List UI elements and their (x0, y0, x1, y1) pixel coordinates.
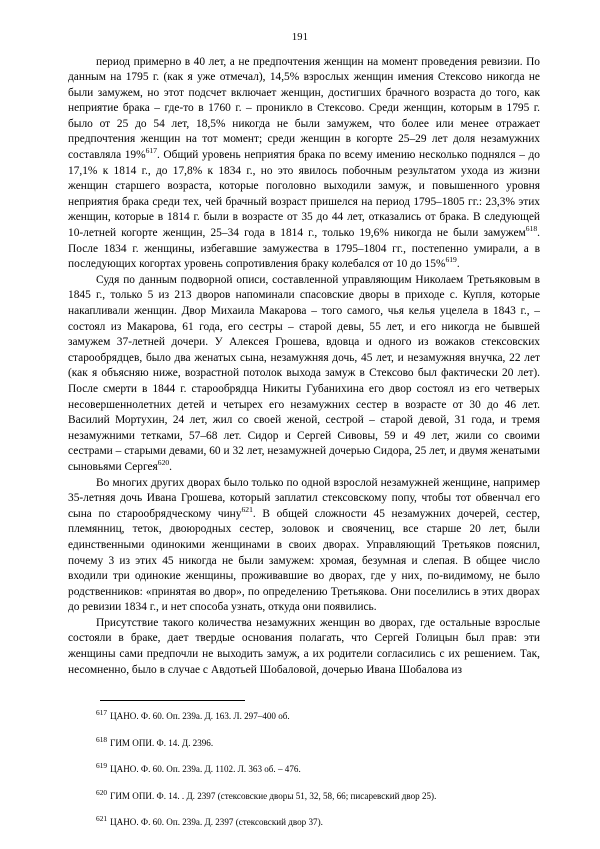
footnote-ref-617[interactable]: 617 (145, 146, 157, 156)
body-text-block (0, 55, 600, 679)
footnote-620 (96, 787, 540, 802)
para-1: период примерно в 40 лет, а не предпочтения женщин на момент проведения ревизии. По данным на 1795 г. (как я уже отмечал), 14,5% взрослых женщин имения Стексово никогда не были замужем, но этот подсчет включает женщин, достигших брачного возраста до того, как неприятие брака – где-то в 1760 г. – проникло в Стексово. Среди женщин, которым в 1795 г. было от 25 до 54 лет, 18,5% никогда не были замужем, что более или менее отражает предпочтения женщин на тот момент; среди женщин в когорте 25–29 лет доля незамужних составляла 19%$^{617}$. Общий уровень неприятия брака по всему имению несколько поднялся – до 17,1% к 1814 г., до 17,8% к 1834 г., но это явилось побочным результатом ухода из жизни женщин старшего возраста, которые поголовно выходили замуж, и повышенного уровня неприятия брака среди тех, чей брачный возраст пришелся на период 1795–1805 гг.: 23,3% этих женщин, которые в 1814 г. были в возрасте от 35 до 44 лет, отказались от брака. В следующей 10-летней когорте женщин, 25–34 года в 1814 г., только 19,6% никогда не были замужем$^{618}$. После 1834 г. женщины, избегавшие замужества в 1795–1804 гг., постепенно умирали, а в последующих когортах уровень сопротивления браку колебался от 10 до 15%$^{619}$. (68, 55, 540, 271)
footnote-text-619: ЦАНО. Ф. 60. Оп. 239а. Д. 1102. Л. 363 об. – 476. (110, 764, 301, 775)
footnote-number-620: 620 (96, 787, 108, 797)
para-2: Судя по данным подворной описи, составленной управляющим Николаем Третьяковым в 1845 г., только 5 из 213 дворов напоминали спасовские дворы в приходе с. Купля, которые накапливали женщин. Двор Михаила Макарова – того самого, чья келья уцелела в 1843 г., – состоял из Макарова, 61 года, его сестры – старой девы, 55 лет, и его никогда не бывшей замужем 37-летней дочери. У Алексея Грошева, вдовца и одного из вожаков стексовских старообрядцев, было два женатых сына, незамужняя дочь, 45 лет, и незамужняя внучка, 22 лет (как я объясняю ниже, возрастной потолок выхода замуж в Стексово был фактически 20 лет). После смерти в 1844 г. старообрядца Никиты Губанихина его двор состоял из его четверых несовершеннолетних детей и четырех его незамужних сестер в возрасте от 30 до 46 лет. Василий Мортухин, 24 лет, жил со своей женой, сестрой – старой девой, 31 года, и тремя незамужними тетками, 57–68 лет. Сидор и Сергей Сивовы, 59 и 49 лет, жили со своими сестрами – старыми девами, 60 и 32 лет, незамужней дочерью Сидора, 25 лет, и двумя женатыми сыновьями Сергея$^{620}$. (68, 273, 540, 473)
footnote-ref-618[interactable]: 618 (525, 224, 538, 234)
page-number: 191 (291, 32, 309, 43)
footnote-ref-619[interactable]: 619 (445, 255, 457, 265)
para-3: Во многих других дворах было только по одной взрослой незамужней женщине, например 35-летняя дочь Ивана Грошева, который заплатил стексовскому попу, чтобы тот обвенчал его сына по старообрядческому чину$^{621}$. В общей сложности 45 незамужних дочерей, сестер, племянниц, теток, двоюродных сестер, золовок и своячениц, все старше 20 лет, были единственными одинокими женщинами в своих дворах. Управляющий Третьяков пояснил, почему 3 из этих 45 никогда не были замужем: хромая, безумная и слепая. В общее число входили три одинокие женщины, проживавшие во дворах, где у них, по-видимому, не было родственников: «принятая во двор», по определению Третьякова. Они поселились в этих дворах до ревизии 1834 г., и нет способа узнать, откуда они появились. (68, 476, 540, 614)
footnote-618 (96, 734, 540, 749)
footnote-separator-rule (100, 700, 245, 701)
footnote-621 (96, 816, 540, 828)
footnote-ref-620[interactable]: 620 (157, 458, 170, 468)
para-4: Присутствие такого количества незамужних женщин во дворах, где остальные взрослые состояли в браке, дает твердые основания полагать, что Сергей Голицын был прав: эти женщины сами предпочли не выходить замуж, а их родители согласились с их решением. Так, несомненно, было в случае с Авдотьей Шобаловой, дочерью Ивана Шобалова из (68, 616, 540, 676)
footnote-number-617: 617 (96, 708, 108, 718)
footnote-number-619: 619 (96, 761, 108, 771)
footnote-number-618: 618 (96, 734, 108, 744)
footnote-619 (96, 763, 540, 775)
footnotes-section (0, 710, 600, 828)
footnote-text-621: ЦАНО. Ф. 60. Оп. 239а. Д. 2397 (стексовский двор 37). (110, 817, 323, 828)
footnote-number-621: 621 (96, 814, 108, 824)
footnote-text-618: ГИМ ОПИ. Ф. 14. Д. 2396. (110, 737, 214, 748)
footnote-text-617: ЦАНО. Ф. 60. Оп. 239а. Д. 163. Л. 297–400 об. (110, 711, 290, 722)
footnote-617 (96, 710, 540, 722)
footnote-text-620: ГИМ ОПИ. Ф. 14. . Д. 2397 (стексовские дворы 51, 32, 58, 66; писаревский двор 25). (110, 790, 437, 801)
footnote-ref-621[interactable]: 621 (241, 504, 253, 514)
